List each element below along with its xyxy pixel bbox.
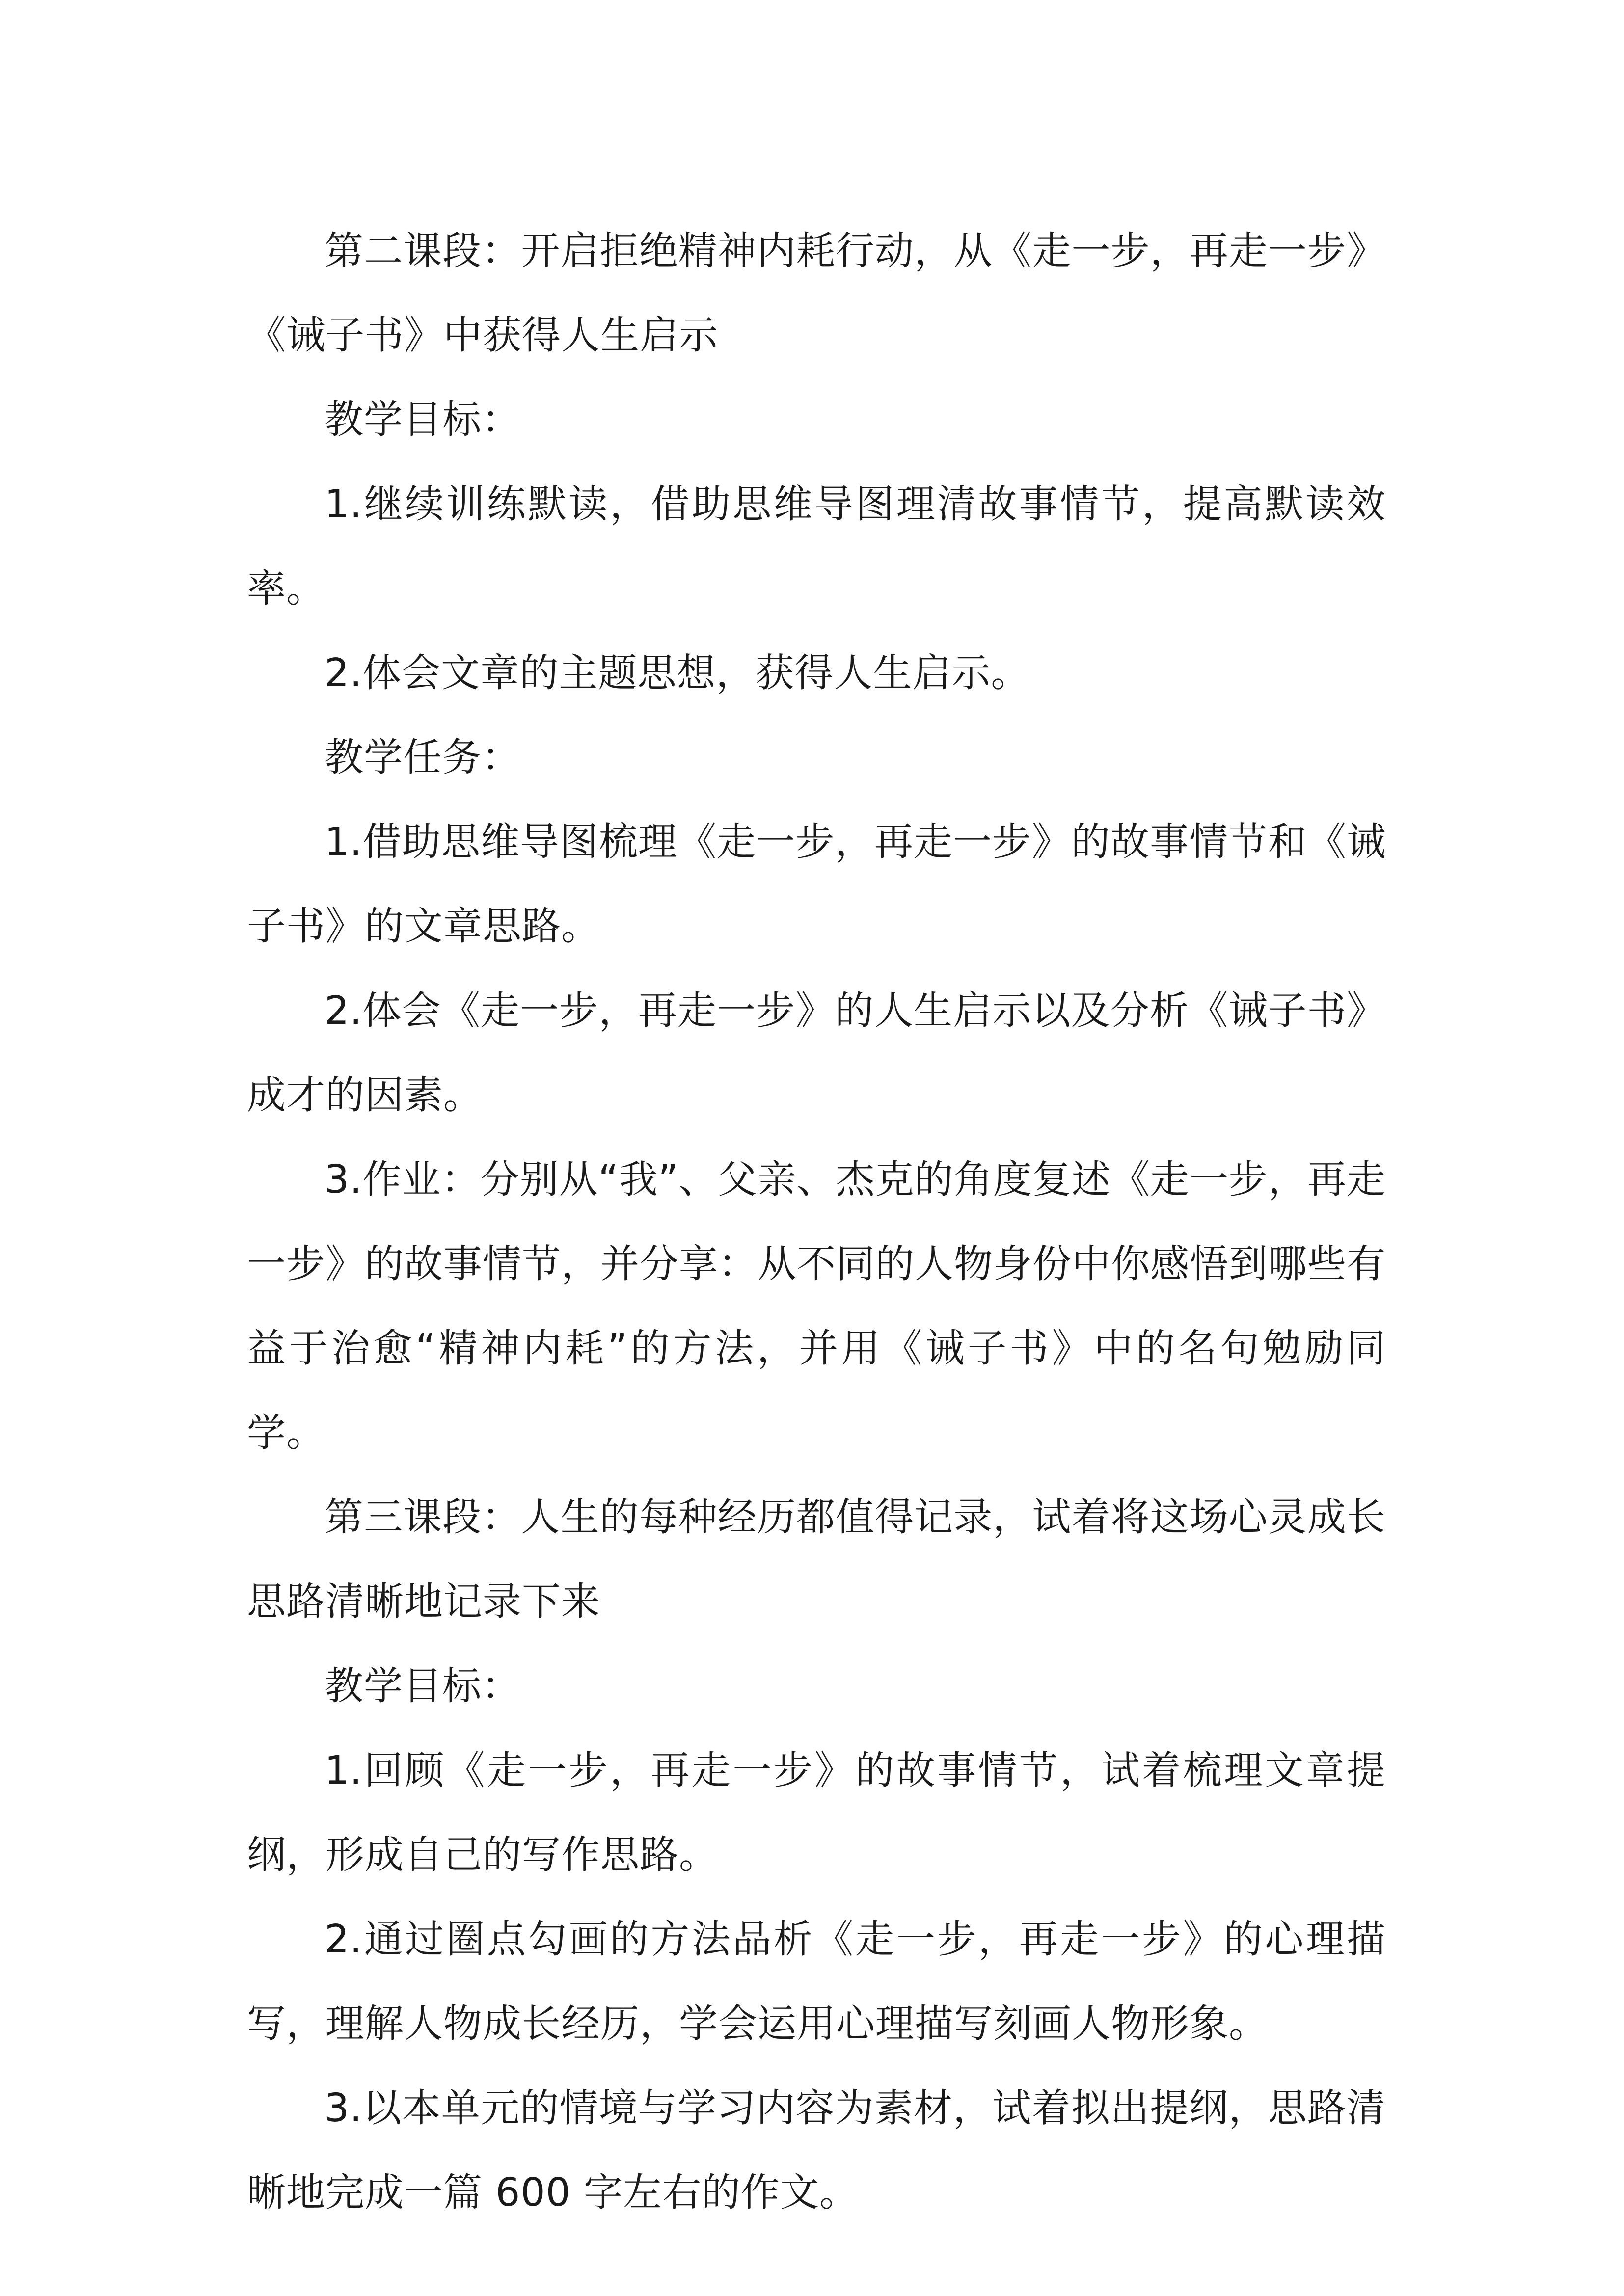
goal-item: 3.以本单元的情境与学习内容为素材，试着拟出提纲，思路清晰地完成一篇 600 字左右的作文。 [247,2085,1386,2215]
section-heading-2: 第二课段：开启拒绝精神内耗行动，从《走一步，再走一步》《诫子书》中获得人生启示 [247,228,1386,358]
section-heading-3: 第三课段：人生的每种经历都值得记录，试着将这场心灵成长思路清晰地记录下来 [247,1495,1386,1624]
teaching-tasks-label: 教学任务： [325,735,521,780]
document-body [247,209,1386,2235]
teaching-goals-label: 教学目标： [325,1663,521,1709]
task-item: 1.借助思维导图梳理《走一步，再走一步》的故事情节和《诫子书》的文章思路。 [247,819,1386,949]
goal-item: 1.回顾《走一步，再走一步》的故事情节，试着梳理文章提纲，形成自己的写作思路。 [247,1748,1386,1877]
goal-item: 2.通过圈点勾画的方法品析《走一步，再走一步》的心理描写，理解人物成长经历，学会运用心理描写刻画人物形象。 [247,1917,1386,2046]
teaching-goals-label: 教学目标： [325,397,521,442]
goal-item: 2.体会文章的主题思想，获得人生启示。 [325,650,1030,695]
task-item: 3.作业：分别从“我”、父亲、杰克的角度复述《走一步，再走一步》的故事情节，并分享：从不同的人物身份中你感悟到哪些有益于治愈“精神内耗”的方法，并用《诫子书》中的名句勉励同学。 [247,1157,1386,1455]
goal-item: 1.继续训练默读，借助思维导图理清故事情节，提高默读效率。 [247,481,1386,611]
task-item: 2.体会《走一步，再走一步》的人生启示以及分析《诫子书》成才的因素。 [247,988,1386,1118]
